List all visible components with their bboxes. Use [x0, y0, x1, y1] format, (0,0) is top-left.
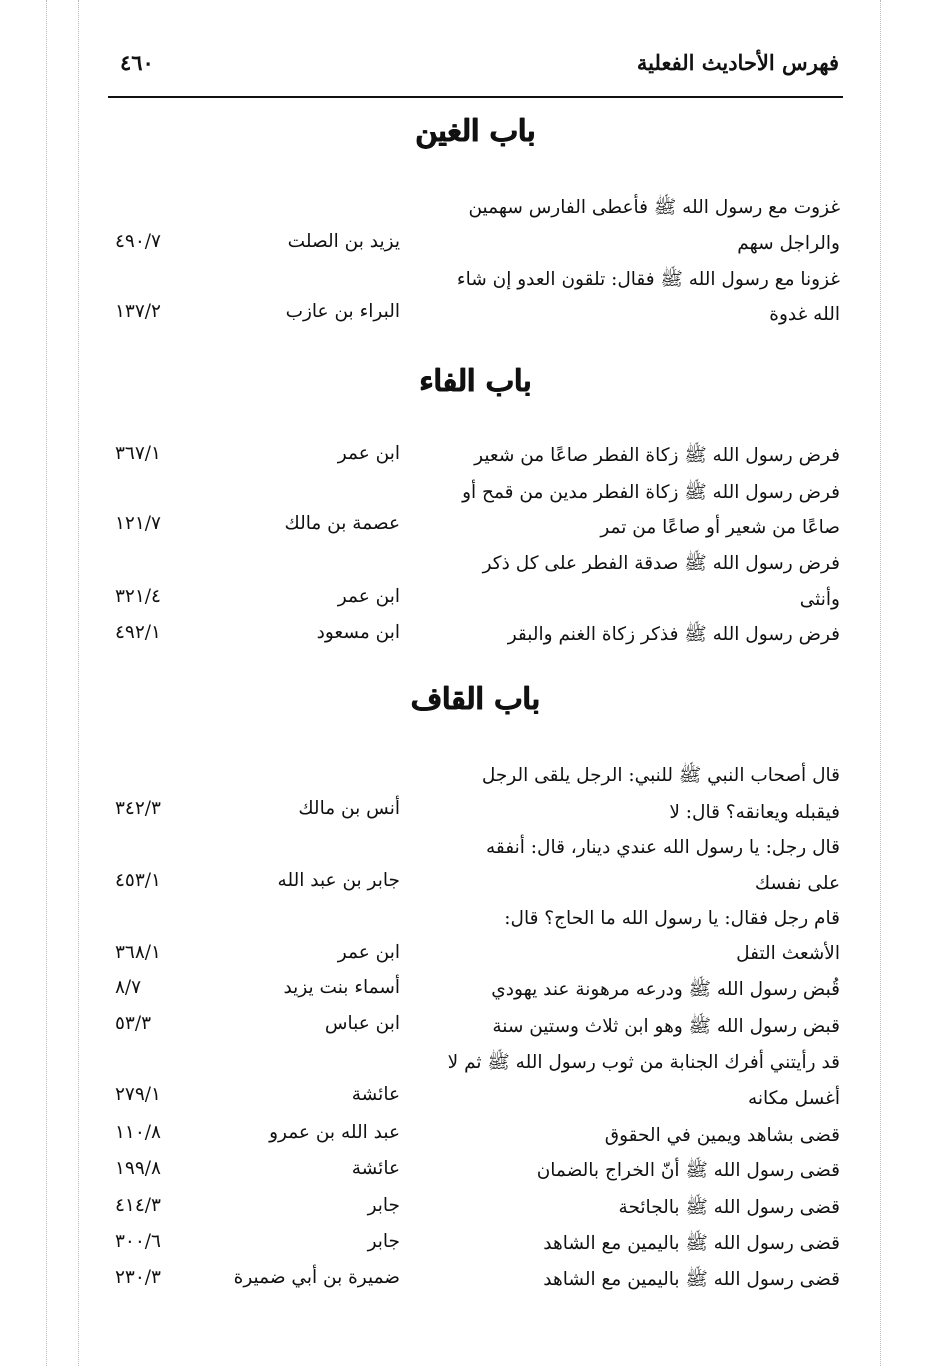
margin-guide-line: [78, 0, 79, 1366]
section-title: باب الغين: [415, 114, 536, 149]
hadith-text: فرض رسول الله ﷺ فذكر زكاة الغنم والبقر: [507, 624, 840, 645]
narrator: أسماء بنت يزيد: [283, 977, 400, 998]
hadith-text: قُبض رسول الله ﷺ ودرعه مرهونة عند يهودي: [491, 979, 840, 1000]
hadith-text: فرض رسول الله ﷺ زكاة الفطر مدين من قمح أو: [462, 482, 840, 503]
reference: ٣٠٠/٦: [115, 1231, 161, 1252]
reference: ٤٩٢/١: [115, 622, 161, 643]
hadith-text: والراجل سهم: [737, 233, 840, 254]
hadith-text: قد رأيتني أفرك الجنابة من ثوب رسول الله ﷺ ثم لا: [447, 1052, 840, 1073]
hadith-text: أغسل مكانه: [747, 1088, 840, 1109]
hadith-text: قضى رسول الله ﷺ باليمين مع الشاهد: [543, 1233, 840, 1254]
reference: ٣٦٨/١: [115, 942, 161, 963]
narrator: عائشة: [351, 1084, 400, 1105]
hadith-text: قام رجل فقال: يا رسول الله ما الحاج؟ قال:: [504, 908, 840, 929]
hadith-text: غزونا مع رسول الله ﷺ فقال: تلقون العدو إن شاء: [456, 269, 840, 290]
narrator: ضميرة بن أبي ضميرة: [233, 1267, 400, 1288]
reference: ٣٦٧/١: [115, 443, 161, 464]
narrator: عبد الله بن عمرو: [269, 1122, 400, 1143]
section-title: باب القاف: [410, 682, 541, 717]
reference: ٤٩٠/٧: [115, 231, 161, 252]
reference: ٨/٧: [115, 977, 142, 998]
page-number: ٤٦٠: [120, 50, 154, 75]
hadith-text: قال أصحاب النبي ﷺ للنبي: الرجل يلقى الرجل: [481, 765, 840, 786]
hadith-text: على نفسك: [754, 873, 840, 894]
reference: ١٩٩/٨: [115, 1158, 161, 1179]
narrator: أنس بن مالك: [298, 798, 400, 819]
narrator: البراء بن عازب: [285, 301, 400, 322]
narrator: جابر بن عبد الله: [277, 870, 400, 891]
reference: ١٢١/٧: [115, 513, 161, 534]
reference: ١٣٧/٢: [115, 301, 161, 322]
hadith-text: فيقبله ويعانقه؟ قال: لا: [669, 802, 840, 823]
hadith-text: فرض رسول الله ﷺ صدقة الفطر على كل ذكر: [482, 553, 840, 574]
reference: ٣٤٢/٣: [115, 798, 161, 819]
section-title: باب الفاء: [419, 364, 532, 399]
reference: ٤٥٣/١: [115, 870, 161, 891]
narrator: ابن عمر: [337, 586, 400, 607]
narrator: ابن عمر: [337, 942, 400, 963]
narrator: يزيد بن الصلت: [287, 231, 400, 252]
running-title: فهرس الأحاديث الفعلية: [636, 50, 839, 75]
hadith-text: قبض رسول الله ﷺ وهو ابن ثلاث وستين سنة: [492, 1016, 840, 1037]
margin-guide-line: [880, 0, 881, 1366]
hadith-text: قضى رسول الله ﷺ بالجائحة: [618, 1197, 840, 1218]
narrator: عصمة بن مالك: [284, 513, 400, 534]
hadith-text: غزوت مع رسول الله ﷺ فأعطى الفارس سهمين: [468, 197, 840, 218]
hadith-text: وأنثى: [799, 589, 840, 610]
narrator: جابر: [367, 1195, 400, 1216]
hadith-text: فرض رسول الله ﷺ زكاة الفطر صاعًا من شعير: [474, 445, 840, 466]
page-header: [108, 42, 843, 98]
reference: ٢٣٠/٣: [115, 1267, 161, 1288]
hadith-text: صاعًا من شعير أو صاعًا من تمر: [600, 517, 840, 538]
reference: ٣٢١/٤: [115, 586, 161, 607]
hadith-text: الأشعث التفل: [736, 943, 840, 964]
hadith-text: قضى بشاهد ويمين في الحقوق: [604, 1125, 840, 1146]
hadith-text: قضى رسول الله ﷺ باليمين مع الشاهد: [543, 1269, 840, 1290]
header-rule: [108, 96, 843, 98]
narrator: ابن مسعود: [316, 622, 400, 643]
hadith-text: قضى رسول الله ﷺ أنّ الخراج بالضمان: [536, 1160, 840, 1181]
narrator: ابن عباس: [324, 1013, 400, 1034]
narrator: ابن عمر: [337, 443, 400, 464]
reference: ٤١٤/٣: [115, 1195, 161, 1216]
narrator: جابر: [367, 1231, 400, 1252]
hadith-text: الله غدوة: [769, 304, 840, 325]
reference: ١١٠/٨: [115, 1122, 161, 1143]
narrator: عائشة: [351, 1158, 400, 1179]
hadith-text: قال رجل: يا رسول الله عندي دينار، قال: أنفقه: [485, 837, 840, 858]
reference: ٥٣/٣: [115, 1013, 152, 1034]
margin-guide-line: [46, 0, 47, 1366]
reference: ٢٧٩/١: [115, 1084, 161, 1105]
